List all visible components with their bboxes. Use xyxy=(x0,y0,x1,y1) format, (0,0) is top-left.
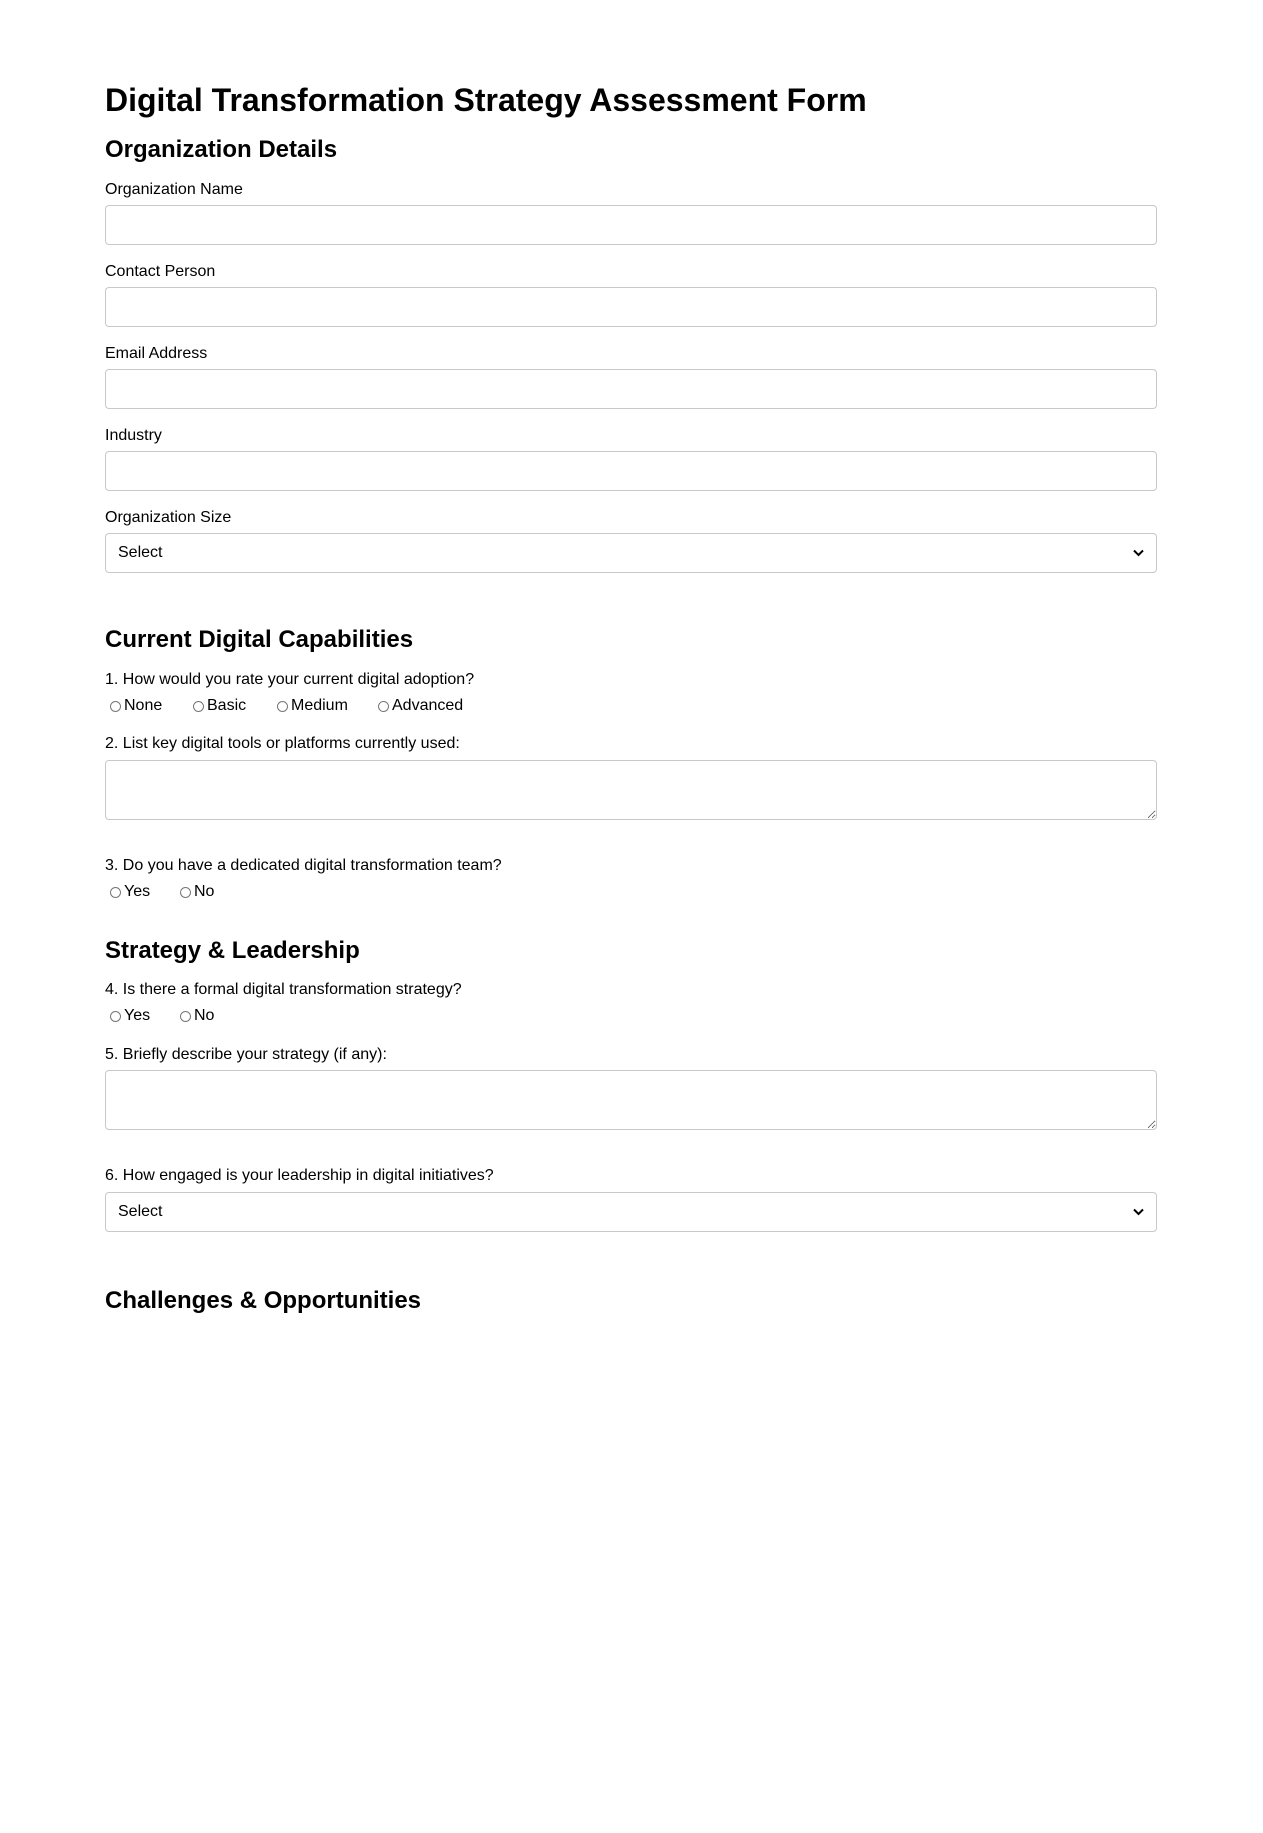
q4-option-yes[interactable] xyxy=(105,1007,175,1025)
q3-option-no[interactable] xyxy=(175,883,214,901)
q2-tools-textarea[interactable] xyxy=(105,760,1157,820)
assessment-form xyxy=(105,0,1157,1314)
chevron-down-icon xyxy=(1132,547,1144,559)
org-size-select[interactable] xyxy=(105,533,1157,573)
industry-label: Industry xyxy=(105,427,162,444)
radio-unchecked-icon[interactable] xyxy=(277,701,288,712)
radio-unchecked-icon[interactable] xyxy=(110,887,121,898)
q3-option-yes[interactable] xyxy=(105,883,175,901)
leadership-engagement-select[interactable] xyxy=(105,1192,1157,1232)
q6-label: 6. How engaged is your leadership in digital initiatives? xyxy=(105,1167,494,1184)
section-heading-strategy: Strategy & Leadership xyxy=(105,937,360,964)
q3-option-no-label: No xyxy=(194,883,215,900)
q4-option-no[interactable] xyxy=(175,1007,214,1025)
q1-option-advanced-label: Advanced xyxy=(392,697,464,714)
contact-person-label: Contact Person xyxy=(105,263,216,280)
org-size-selected-value: Select xyxy=(118,544,163,561)
radio-unchecked-icon[interactable] xyxy=(110,1011,121,1022)
industry-input[interactable] xyxy=(105,451,1157,491)
q4-label: 4. Is there a formal digital transformation strategy? xyxy=(105,981,462,998)
org-name-label: Organization Name xyxy=(105,181,243,198)
radio-unchecked-icon[interactable] xyxy=(378,701,389,712)
contact-person-input[interactable] xyxy=(105,287,1157,327)
email-input[interactable] xyxy=(105,369,1157,409)
chevron-down-icon xyxy=(1132,1206,1144,1218)
q1-option-basic[interactable] xyxy=(188,697,272,715)
leadership-engagement-selected-value: Select xyxy=(118,1203,163,1220)
radio-unchecked-icon[interactable] xyxy=(110,701,121,712)
q4-option-no-label: No xyxy=(194,1007,215,1024)
page-title: Digital Transformation Strategy Assessment Form xyxy=(105,82,867,118)
q4-radio-group xyxy=(105,1006,214,1026)
email-label: Email Address xyxy=(105,345,208,362)
q1-option-basic-label: Basic xyxy=(207,697,247,714)
q3-option-yes-label: Yes xyxy=(124,883,151,900)
radio-unchecked-icon[interactable] xyxy=(180,1011,191,1022)
radio-unchecked-icon[interactable] xyxy=(180,887,191,898)
q1-option-medium-label: Medium xyxy=(291,697,348,714)
section-heading-organization: Organization Details xyxy=(105,136,338,163)
section-heading-challenges: Challenges & Opportunities xyxy=(105,1287,422,1314)
q5-strategy-textarea[interactable] xyxy=(105,1070,1157,1130)
q1-option-advanced[interactable] xyxy=(373,697,463,715)
q5-label: 5. Briefly describe your strategy (if any): xyxy=(105,1046,387,1063)
org-name-input[interactable] xyxy=(105,205,1157,245)
q3-radio-group xyxy=(105,882,214,902)
q1-option-none[interactable] xyxy=(105,697,188,715)
q1-radio-group xyxy=(105,696,463,716)
q1-option-medium[interactable] xyxy=(272,697,373,715)
org-size-label: Organization Size xyxy=(105,509,232,526)
radio-unchecked-icon[interactable] xyxy=(193,701,204,712)
q4-option-yes-label: Yes xyxy=(124,1007,151,1024)
q3-label: 3. Do you have a dedicated digital transformation team? xyxy=(105,857,502,874)
q1-option-none-label: None xyxy=(124,697,163,714)
q1-label: 1. How would you rate your current digital adoption? xyxy=(105,671,475,688)
q2-label: 2. List key digital tools or platforms currently used: xyxy=(105,735,460,752)
section-heading-capabilities: Current Digital Capabilities xyxy=(105,626,414,653)
